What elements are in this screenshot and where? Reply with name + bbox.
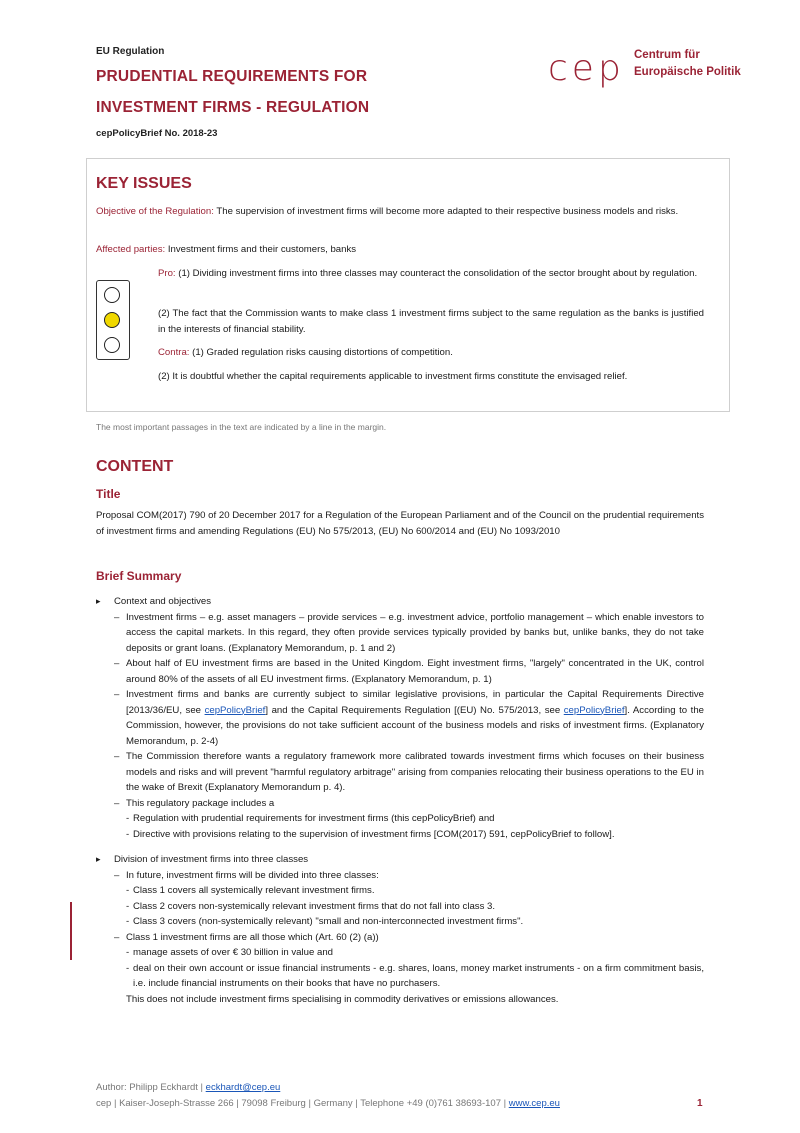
footer-author: [96, 1082, 280, 1093]
objective-text: The supervision of investment firms will become more adapted to their respective business models and risks.: [216, 206, 679, 217]
title-heading: Title: [96, 487, 121, 501]
author-label: Author: Philipp Eckhardt |: [96, 1082, 204, 1093]
text-span: ]. According to the Commission, however, the provisions do not take sufficient account of the business models and risks of investment firms. (Explanatory Memorandum, p. 2-4): [126, 704, 704, 747]
sub-list-item: - manage assets of over € 30 billion in value and: [126, 945, 704, 961]
text-span: Investment firms and banks are currently subject to similar legislative provisions, in particular the Capital Requirements Directive [2013/36/EU, see: [126, 689, 704, 716]
margin-note: The most important passages in the text are indicated by a line in the margin.: [96, 422, 387, 432]
cep-logo: cep: [548, 48, 625, 89]
contra-1: [158, 345, 704, 361]
key-issues-heading: KEY ISSUES: [96, 175, 192, 192]
summary-heading: Brief Summary: [96, 569, 182, 583]
traffic-light-middle: [104, 312, 120, 328]
sub-list-item: - Regulation with prudential requirements for investment firms (this cepPolicyBrief) and: [126, 811, 704, 827]
list-item: [114, 796, 704, 843]
ceppolicybrief-link-crd[interactable]: cepPolicyBrief: [204, 704, 266, 716]
org-name: [634, 47, 741, 81]
list-item: – The Commission therefore wants a regulatory framework more calibrated towards investment firms which focuses on their business models and risks and will prevent "harmful regulatory arbitrage" arising from companies relocating their business operations to the EU in the wake of Brexit (Explanatory Memorandum p. 4).: [114, 749, 704, 796]
section-division: [96, 852, 704, 1007]
address-text: cep | Kaiser-Joseph-Strasse 266 | 79098 Freiburg | Germany | Telephone +49 (0)761 38693-107 |: [96, 1098, 507, 1109]
list-item-text: – In future, investment firms will be divided into three classes:: [126, 869, 379, 881]
text-span: ] and the Capital Requirements Regulation [(EU) No. 575/2013, see: [265, 704, 564, 716]
page-title-line2: INVESTMENT FIRMS - REGULATION: [96, 99, 370, 116]
list-item: [114, 930, 704, 1008]
traffic-light-icon: [96, 280, 130, 360]
pro-1-text: (1) Dividing investment firms into three classes may counteract the consolidation of the sector brought about by regulation.: [178, 268, 698, 279]
pro-1: [158, 266, 704, 282]
list-item: [114, 868, 704, 930]
sub-list-item: - Class 1 covers all systemically relevant investment firms.: [126, 883, 704, 899]
list-item: [114, 687, 704, 749]
contra-label: Contra:: [158, 347, 190, 358]
org-name-line2: Europäische Politik: [634, 66, 741, 78]
ceppolicybrief-link-crr[interactable]: cepPolicyBrief: [563, 704, 625, 716]
traffic-light-bottom: [104, 337, 120, 353]
sub-list-item: - Class 3 covers (non-systemically relevant) "small and non-interconnected investment firms".: [126, 914, 704, 930]
website-link[interactable]: www.cep.eu: [508, 1098, 560, 1109]
title-text: Proposal COM(2017) 790 of 20 December 2017 for a Regulation of the European Parliament and of the Council on the prudential requirements of investment firms and amending Regulations (EU) No 575/2013, (EU) No 600/2014 and (EU) No 1093/2010: [96, 510, 704, 537]
affected-paragraph: [96, 242, 704, 258]
brief-number: cepPolicyBrief No. 2018-23: [96, 128, 218, 139]
page-number: 1: [697, 1098, 703, 1109]
list-item-text: – This regulatory package includes a: [126, 797, 275, 809]
section-context: [96, 594, 704, 842]
affected-label: Affected parties:: [96, 244, 166, 255]
content-heading: CONTENT: [96, 458, 174, 475]
pro-2: (2) The fact that the Commission wants to make class 1 investment firms subject to the same regulation as the banks is justified in the interests of financial stability.: [158, 308, 704, 335]
pro-label: Pro:: [158, 268, 176, 279]
objective-label: Objective of the Regulation:: [96, 206, 214, 217]
author-email-link[interactable]: eckhardt@cep.eu: [205, 1082, 281, 1093]
margin-importance-line: [70, 902, 72, 960]
sub-list-item: - Class 2 covers non-systemically relevant investment firms that do not fall into class 3.: [126, 899, 704, 915]
contra-2: (2) It is doubtful whether the capital requirements applicable to investment firms constitute the envisaged relief.: [158, 371, 628, 382]
list-item: – Investment firms – e.g. asset managers – provide services – e.g. investment advice, portfolio management – which enable investors to access the capital markets. In this regard, they often provide services typically provided by banks but, unlike banks, they do not take deposits or grant loans. (Explanatory Memorandum, p. 1 and 2): [114, 610, 704, 657]
org-name-line1: Centrum für: [634, 49, 700, 61]
sub-list-item: - Directive with provisions relating to the supervision of investment firms [COM(2017) 591, cepPolicyBrief to follow].: [126, 827, 704, 843]
footer-address: [96, 1098, 560, 1109]
sub-list-item: - deal on their own account or issue financial instruments - e.g. shares, loans, money market instruments - on a firm commitment basis, i.e. include financial instruments on their books that have no purchasers.: [126, 961, 704, 992]
list-item-text: – Class 1 investment firms are all those which (Art. 60 (2) (a)): [126, 931, 379, 943]
page-title-line1: PRUDENTIAL REQUIREMENTS FOR: [96, 68, 368, 85]
series-label: EU Regulation: [96, 46, 165, 57]
affected-text: Investment firms and their customers, banks: [167, 244, 357, 255]
list-item: – About half of EU investment firms are based in the United Kingdom. Eight investment firms, "largely" concentrated in the UK, control around 80% of the assets of all EU investment firms. (Explanatory Memorandum, p. 1): [114, 656, 704, 687]
section-division-heading: ▸ Division of investment firms into three classes: [114, 854, 309, 865]
summary-list: [96, 594, 704, 1007]
traffic-light-top: [104, 287, 120, 303]
section-context-heading: ▸ Context and objectives: [114, 596, 212, 607]
objective-paragraph: [96, 204, 704, 220]
list-item-tail: This does not include investment firms specialising in commodity derivatives or emissions allowances.: [126, 993, 559, 1005]
contra-1-text: (1) Graded regulation risks causing distortions of competition.: [192, 347, 453, 358]
